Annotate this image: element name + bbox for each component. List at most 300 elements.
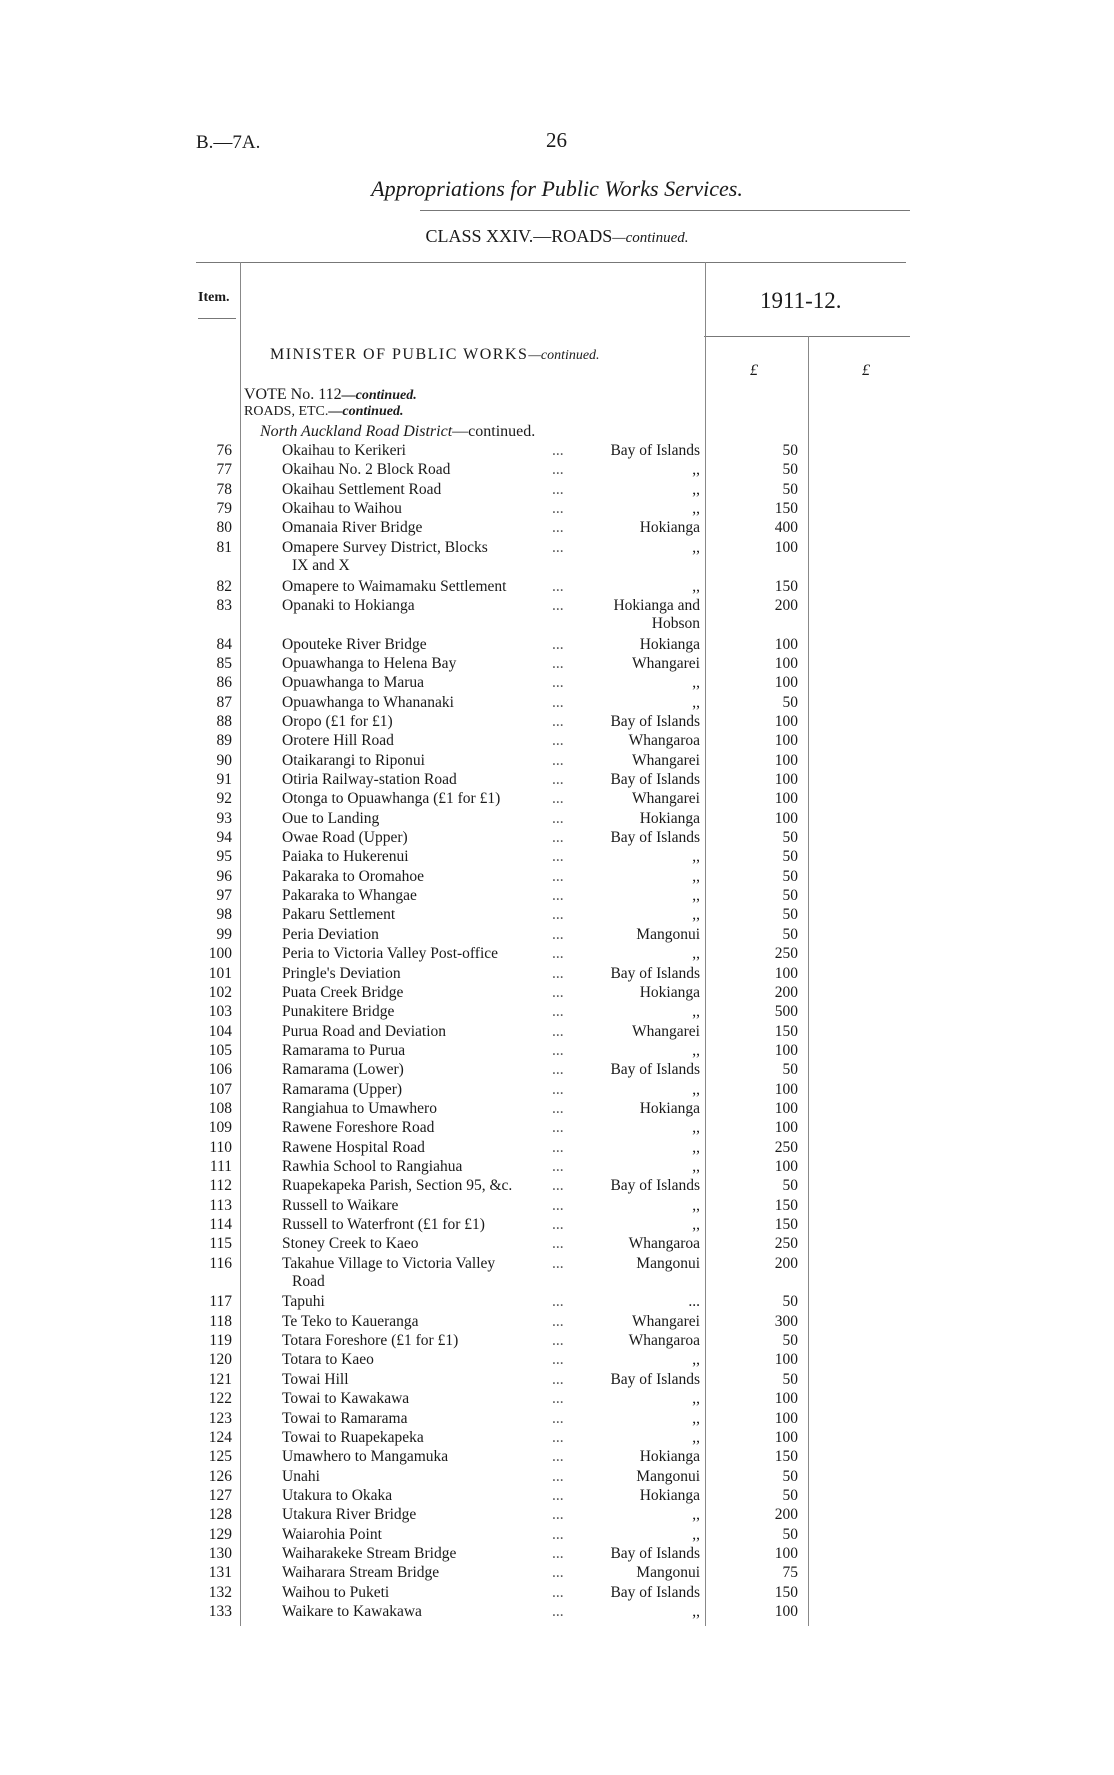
- pound-symbol-left: £: [750, 362, 758, 379]
- item-location: Whangaroa: [628, 1332, 700, 1350]
- leader-dots: ...: [552, 1332, 564, 1350]
- item-number: 94: [216, 829, 232, 846]
- item-description: Otaikarangi to Riponui: [282, 751, 425, 769]
- item-location: ,,: [692, 1138, 700, 1156]
- leader-dots: ...: [552, 1119, 564, 1137]
- item-number: 102: [208, 983, 232, 1001]
- leader-dots: ...: [552, 1448, 564, 1466]
- leader-dots: ...: [552, 442, 564, 459]
- item-location: ,,: [692, 1119, 700, 1137]
- table-row: [0, 945, 1114, 963]
- item-number: 121: [208, 1370, 232, 1388]
- item-location-cont: Hobson: [651, 614, 700, 632]
- item-location: Hokianga: [639, 1486, 700, 1504]
- leader-dots: ...: [552, 1293, 564, 1311]
- item-number: 128: [208, 1506, 232, 1524]
- item-location: Bay of Islands: [610, 771, 700, 788]
- item-description: Okaihau Settlement Road: [282, 480, 442, 498]
- item-description: Okaihau to Waihou: [282, 500, 402, 518]
- item-location: ,,: [692, 538, 700, 556]
- leader-dots: ...: [552, 1158, 564, 1175]
- item-amount: 100: [774, 674, 798, 692]
- table-row: [0, 1313, 1114, 1331]
- item-location: Bay of Islands: [610, 1370, 700, 1388]
- item-number: 101: [208, 964, 232, 982]
- table-row: [0, 636, 1114, 654]
- leader-dots: ...: [552, 771, 564, 788]
- item-location: ,,: [692, 1525, 700, 1543]
- leader-dots: ...: [552, 538, 564, 556]
- item-location: ,,: [692, 945, 700, 963]
- leader-dots: ...: [552, 1138, 564, 1156]
- table-row: [0, 1197, 1114, 1215]
- item-amount: 100: [774, 654, 798, 672]
- item-number: 76: [216, 442, 232, 459]
- item-number: 119: [209, 1332, 232, 1350]
- item-location: Hokianga: [639, 1099, 700, 1117]
- item-amount: 50: [782, 906, 798, 924]
- table-row: [0, 481, 1114, 499]
- leader-dots: ...: [552, 1312, 564, 1330]
- item-location: ,,: [692, 461, 700, 479]
- table-row: [0, 810, 1114, 828]
- item-amount: 300: [774, 1312, 798, 1330]
- leader-dots: ...: [552, 519, 564, 537]
- item-location: ,,: [692, 867, 700, 885]
- item-number: 86: [216, 674, 232, 692]
- item-number: 109: [208, 1119, 232, 1137]
- item-location: ,,: [692, 1428, 700, 1446]
- item-description: Stoney Creek to Kaeo: [282, 1235, 419, 1253]
- item-amount: 100: [774, 1099, 798, 1117]
- item-description: Rawene Hospital Road: [282, 1138, 425, 1156]
- item-location: Bay of Islands: [610, 1177, 700, 1195]
- item-number: 105: [208, 1041, 232, 1059]
- table-row: [0, 1254, 1114, 1290]
- item-number: 126: [208, 1467, 232, 1485]
- item-location: ,,: [692, 1003, 700, 1021]
- item-description: Opuawhanga to Whananaki: [282, 693, 454, 711]
- item-amount: 100: [774, 1119, 798, 1137]
- leader-dots: ...: [552, 809, 564, 827]
- item-amount: 50: [782, 887, 798, 905]
- item-amount: 250: [774, 1235, 798, 1253]
- item-number: 85: [216, 654, 232, 672]
- item-location: ,,: [692, 480, 700, 498]
- item-location: Whangarei: [632, 790, 700, 808]
- item-location: ,,: [692, 1196, 700, 1214]
- item-location: ,,: [692, 1390, 700, 1408]
- item-amount: 400: [774, 519, 798, 537]
- item-location: Bay of Islands: [610, 1061, 700, 1079]
- leader-dots: ...: [552, 1254, 564, 1272]
- item-number: 82: [216, 577, 232, 595]
- item-description: Ramarama to Purua: [282, 1041, 406, 1059]
- item-amount: 50: [782, 1293, 798, 1311]
- item-location: Hokianga: [639, 1448, 700, 1466]
- item-number: 129: [208, 1525, 232, 1543]
- table-row: [0, 1487, 1114, 1505]
- item-description: Waiharara Stream Bridge: [282, 1564, 440, 1582]
- item-amount: 50: [782, 1332, 798, 1350]
- item-description: Peria Deviation: [282, 925, 379, 943]
- item-description: Towai Hill: [282, 1370, 349, 1388]
- item-amount: 50: [782, 1525, 798, 1543]
- item-amount: 100: [774, 712, 798, 730]
- table-row: [0, 965, 1114, 983]
- item-number: 111: [209, 1158, 232, 1175]
- leader-dots: ...: [552, 1390, 564, 1408]
- item-description: Peria to Victoria Valley Post-office: [282, 945, 499, 963]
- leader-dots: ...: [552, 1603, 564, 1620]
- table-row: [0, 1332, 1114, 1350]
- item-description: Pakaraka to Oromahoe: [282, 867, 425, 885]
- table-row: [0, 578, 1114, 596]
- item-amount: 50: [782, 442, 798, 459]
- year-column-header: 1911-12.: [760, 288, 842, 313]
- item-amount: 50: [782, 1467, 798, 1485]
- item-description: Omanaia River Bridge: [282, 519, 423, 537]
- item-description: Opouteke River Bridge: [282, 635, 427, 653]
- table-row: [0, 1448, 1114, 1466]
- item-number: 112: [209, 1177, 232, 1195]
- table-row: [0, 732, 1114, 750]
- item-location: Bay of Islands: [610, 1583, 700, 1601]
- table-row: [0, 1603, 1114, 1621]
- item-number: 124: [208, 1428, 232, 1446]
- item-location: ,,: [692, 1216, 700, 1233]
- item-location: ,,: [692, 1351, 700, 1369]
- item-description: Okaihau No. 2 Block Road: [282, 461, 451, 479]
- leader-dots: ...: [552, 848, 564, 866]
- item-location: Whangarei: [632, 1022, 700, 1040]
- table-row: [0, 442, 1114, 460]
- table-row: [0, 1139, 1114, 1157]
- item-amount: 100: [774, 809, 798, 827]
- item-amount: 100: [774, 1544, 798, 1562]
- table-row: [0, 1526, 1114, 1544]
- item-location: Bay of Islands: [610, 1544, 700, 1562]
- district-cont: —continued.: [452, 423, 536, 440]
- item-amount: 100: [774, 732, 798, 750]
- item-description: Waihou to Puketi: [282, 1583, 390, 1601]
- item-location: Whangaroa: [628, 1235, 700, 1253]
- item-amount: 100: [774, 1351, 798, 1369]
- item-amount: 150: [774, 1448, 798, 1466]
- item-description: Opanaki to Hokianga: [282, 596, 415, 614]
- item-amount: 100: [774, 635, 798, 653]
- pound-symbol-right: £: [862, 362, 870, 379]
- item-location: ...: [688, 1293, 700, 1311]
- item-amount: 50: [782, 925, 798, 943]
- leader-dots: ...: [552, 1370, 564, 1388]
- page-reference: B.—7A.: [196, 132, 261, 153]
- item-description: Utakura to Okaka: [282, 1486, 393, 1504]
- item-amount: 150: [774, 1022, 798, 1040]
- item-number: 120: [208, 1351, 232, 1369]
- leader-dots: ...: [552, 712, 564, 730]
- item-description: Unahi: [282, 1467, 320, 1485]
- leader-dots: ...: [552, 654, 564, 672]
- item-description: Oropo (£1 for £1): [282, 712, 393, 730]
- leader-dots: ...: [552, 983, 564, 1001]
- item-description: Ramarama (Upper): [282, 1080, 403, 1098]
- item-location: ,,: [692, 1506, 700, 1524]
- item-location: Bay of Islands: [610, 712, 700, 730]
- item-number: 113: [209, 1196, 232, 1214]
- item-location: ,,: [692, 906, 700, 924]
- item-number: 133: [208, 1603, 232, 1620]
- item-description: Omapere Survey District, Blocks: [282, 538, 488, 556]
- item-number: 130: [208, 1544, 232, 1562]
- leader-dots: ...: [552, 1003, 564, 1021]
- item-description: Towai to Ruapekapeka: [282, 1428, 424, 1446]
- leader-dots: ...: [552, 1235, 564, 1253]
- leader-dots: ...: [552, 732, 564, 750]
- leader-dots: ...: [552, 945, 564, 963]
- item-description: Ruapekapeka Parish, Section 95, &c.: [282, 1177, 513, 1195]
- item-description: Orotere Hill Road: [282, 732, 394, 750]
- item-number: 98: [216, 906, 232, 924]
- item-amount: 150: [774, 1216, 798, 1233]
- item-number: 92: [216, 790, 232, 808]
- leader-dots: ...: [552, 1216, 564, 1233]
- item-number: 125: [208, 1448, 232, 1466]
- leader-dots: ...: [552, 635, 564, 653]
- item-description: Puata Creek Bridge: [282, 983, 404, 1001]
- leader-dots: ...: [552, 1177, 564, 1195]
- table-row: [0, 1158, 1114, 1176]
- table-row: [0, 771, 1114, 789]
- item-number: 77: [216, 461, 232, 479]
- item-description: Ramarama (Lower): [282, 1061, 404, 1079]
- item-location: Hokianga: [639, 519, 700, 537]
- page-number: 26: [546, 128, 567, 152]
- item-amount: 100: [774, 964, 798, 982]
- minister-text: MINISTER OF PUBLIC WORKS: [270, 346, 529, 363]
- item-number: 131: [208, 1564, 232, 1582]
- leader-dots: ...: [552, 461, 564, 479]
- item-number: 132: [208, 1583, 232, 1601]
- item-amount: 50: [782, 848, 798, 866]
- table-row: [0, 1468, 1114, 1486]
- leader-dots: ...: [552, 596, 564, 614]
- item-number: 117: [209, 1293, 232, 1311]
- leader-dots: ...: [552, 500, 564, 518]
- item-location: Bay of Islands: [610, 442, 700, 459]
- item-description: Pringle's Deviation: [282, 964, 401, 982]
- item-amount: 100: [774, 1080, 798, 1098]
- item-description: Opuawhanga to Marua: [282, 674, 425, 692]
- leader-dots: ...: [552, 1525, 564, 1543]
- leader-dots: ...: [552, 1351, 564, 1369]
- table-row: [0, 1177, 1114, 1195]
- item-amount: 100: [774, 790, 798, 808]
- table-row: [0, 1429, 1114, 1447]
- item-description: Umawhero to Mangamuka: [282, 1448, 449, 1466]
- item-number: 116: [209, 1254, 232, 1272]
- item-amount: 150: [774, 1196, 798, 1214]
- item-amount: 200: [774, 596, 798, 614]
- roads-heading: [244, 404, 403, 420]
- item-number: 78: [216, 480, 232, 498]
- item-amount: 100: [774, 1409, 798, 1427]
- item-amount: 100: [774, 1603, 798, 1620]
- item-description: Pakaru Settlement: [282, 906, 396, 924]
- table-row: [0, 1023, 1114, 1041]
- item-number: 110: [209, 1138, 232, 1156]
- item-number: 115: [209, 1235, 232, 1253]
- item-number: 122: [208, 1390, 232, 1408]
- item-amount: 50: [782, 461, 798, 479]
- item-number: 84: [216, 635, 232, 653]
- class-heading-cont: —continued.: [612, 230, 689, 246]
- item-amount: 50: [782, 693, 798, 711]
- item-description: Takahue Village to Victoria Valley: [282, 1254, 496, 1272]
- leader-dots: ...: [552, 964, 564, 982]
- item-number: 95: [216, 848, 232, 866]
- item-description: Rawhia School to Rangiahua: [282, 1158, 463, 1175]
- item-description: Waikare to Kawakawa: [282, 1603, 422, 1620]
- table-row: [0, 1545, 1114, 1563]
- item-description: Otiria Railway-station Road: [282, 771, 457, 788]
- item-number: 106: [208, 1061, 232, 1079]
- leader-dots: ...: [552, 1486, 564, 1504]
- table-row: [0, 674, 1114, 692]
- item-description: Okaihau to Kerikeri: [282, 442, 406, 459]
- item-description: Tapuhi: [282, 1293, 325, 1311]
- table-row: [0, 1564, 1114, 1582]
- item-description: Towai to Kawakawa: [282, 1390, 410, 1408]
- item-description: Omapere to Waimamaku Settlement: [282, 577, 507, 595]
- class-heading-text: CLASS XXIV.—ROADS: [425, 226, 613, 246]
- table-row: [0, 655, 1114, 673]
- leader-dots: ...: [552, 925, 564, 943]
- leader-dots: ...: [552, 1061, 564, 1079]
- table-row: [0, 500, 1114, 518]
- item-amount: 50: [782, 1486, 798, 1504]
- item-location: Mangonui: [636, 1254, 700, 1272]
- table-row: [0, 1235, 1114, 1253]
- table-row: [0, 519, 1114, 537]
- item-description: Waiarohia Point: [282, 1525, 382, 1543]
- leader-dots: ...: [552, 1544, 564, 1562]
- item-number: 104: [208, 1022, 232, 1040]
- leader-dots: ...: [552, 1506, 564, 1524]
- table-row: [0, 1100, 1114, 1118]
- item-location: ,,: [692, 500, 700, 518]
- leader-dots: ...: [552, 674, 564, 692]
- item-number: 87: [216, 693, 232, 711]
- item-amount: 150: [774, 1583, 798, 1601]
- year-header-rule: [704, 336, 910, 337]
- item-location: ,,: [692, 848, 700, 866]
- roads-text: ROADS, ETC.: [244, 404, 329, 419]
- title-rule: [420, 210, 910, 211]
- table-row: [0, 1003, 1114, 1021]
- item-amount: 75: [782, 1564, 798, 1582]
- table-row: [0, 752, 1114, 770]
- roads-cont: —continued.: [328, 404, 404, 419]
- item-location: ,,: [692, 1603, 700, 1620]
- item-location: Mangonui: [636, 1467, 700, 1485]
- page-title: Appropriations for Public Works Services.: [371, 176, 743, 201]
- leader-dots: ...: [552, 1409, 564, 1427]
- item-number: 114: [209, 1216, 232, 1233]
- item-number: 107: [208, 1080, 232, 1098]
- table-row: [0, 926, 1114, 944]
- item-description: Rawene Foreshore Road: [282, 1119, 435, 1137]
- table-row: [0, 1371, 1114, 1389]
- item-amount: 50: [782, 867, 798, 885]
- item-amount: 250: [774, 1138, 798, 1156]
- leader-dots: ...: [552, 1022, 564, 1040]
- item-number: 81: [216, 538, 232, 556]
- item-number: 99: [216, 925, 232, 943]
- leader-dots: ...: [552, 906, 564, 924]
- leader-dots: ...: [552, 1099, 564, 1117]
- item-header-rule: [198, 318, 236, 319]
- item-description: Punakitere Bridge: [282, 1003, 395, 1021]
- item-description: Owae Road (Upper): [282, 829, 408, 846]
- table-row: [0, 790, 1114, 808]
- item-number: 127: [208, 1486, 232, 1504]
- item-number: 93: [216, 809, 232, 827]
- item-location: Hokianga: [639, 983, 700, 1001]
- table-row: [0, 461, 1114, 479]
- leader-dots: ...: [552, 790, 564, 808]
- leader-dots: ...: [552, 829, 564, 846]
- item-location: ,,: [692, 674, 700, 692]
- table-row: [0, 1061, 1114, 1079]
- item-location: Whangarei: [632, 1312, 700, 1330]
- vote-heading: [244, 386, 417, 404]
- item-amount: 250: [774, 945, 798, 963]
- item-location: Mangonui: [636, 1564, 700, 1582]
- table-row: [0, 1081, 1114, 1099]
- item-location: ,,: [692, 1158, 700, 1175]
- item-number: 123: [208, 1409, 232, 1427]
- item-number: 88: [216, 712, 232, 730]
- item-amount: 200: [774, 1254, 798, 1272]
- table-row: [0, 1293, 1114, 1311]
- leader-dots: ...: [552, 1041, 564, 1059]
- table-row: [0, 713, 1114, 731]
- item-number: 100: [208, 945, 232, 963]
- item-location: Hokianga and: [613, 596, 700, 614]
- item-amount: 200: [774, 983, 798, 1001]
- vote-text: VOTE No. 112: [244, 386, 342, 403]
- item-column-header: Item.: [198, 290, 230, 305]
- leader-dots: ...: [552, 577, 564, 595]
- item-amount: 500: [774, 1003, 798, 1021]
- item-location: Hokianga: [639, 809, 700, 827]
- item-number: 90: [216, 751, 232, 769]
- item-description: Te Teko to Kaueranga: [282, 1312, 419, 1330]
- item-location: ,,: [692, 887, 700, 905]
- item-description: Totara to Kaeo: [282, 1351, 374, 1369]
- table-row: [0, 829, 1114, 847]
- leader-dots: ...: [552, 1467, 564, 1485]
- leader-dots: ...: [552, 1196, 564, 1214]
- table-row: [0, 887, 1114, 905]
- item-location: ,,: [692, 693, 700, 711]
- item-number: 97: [216, 887, 232, 905]
- item-location: ,,: [692, 577, 700, 595]
- item-description: Opuawhanga to Helena Bay: [282, 654, 457, 672]
- table-row: [0, 868, 1114, 886]
- leader-dots: ...: [552, 1080, 564, 1098]
